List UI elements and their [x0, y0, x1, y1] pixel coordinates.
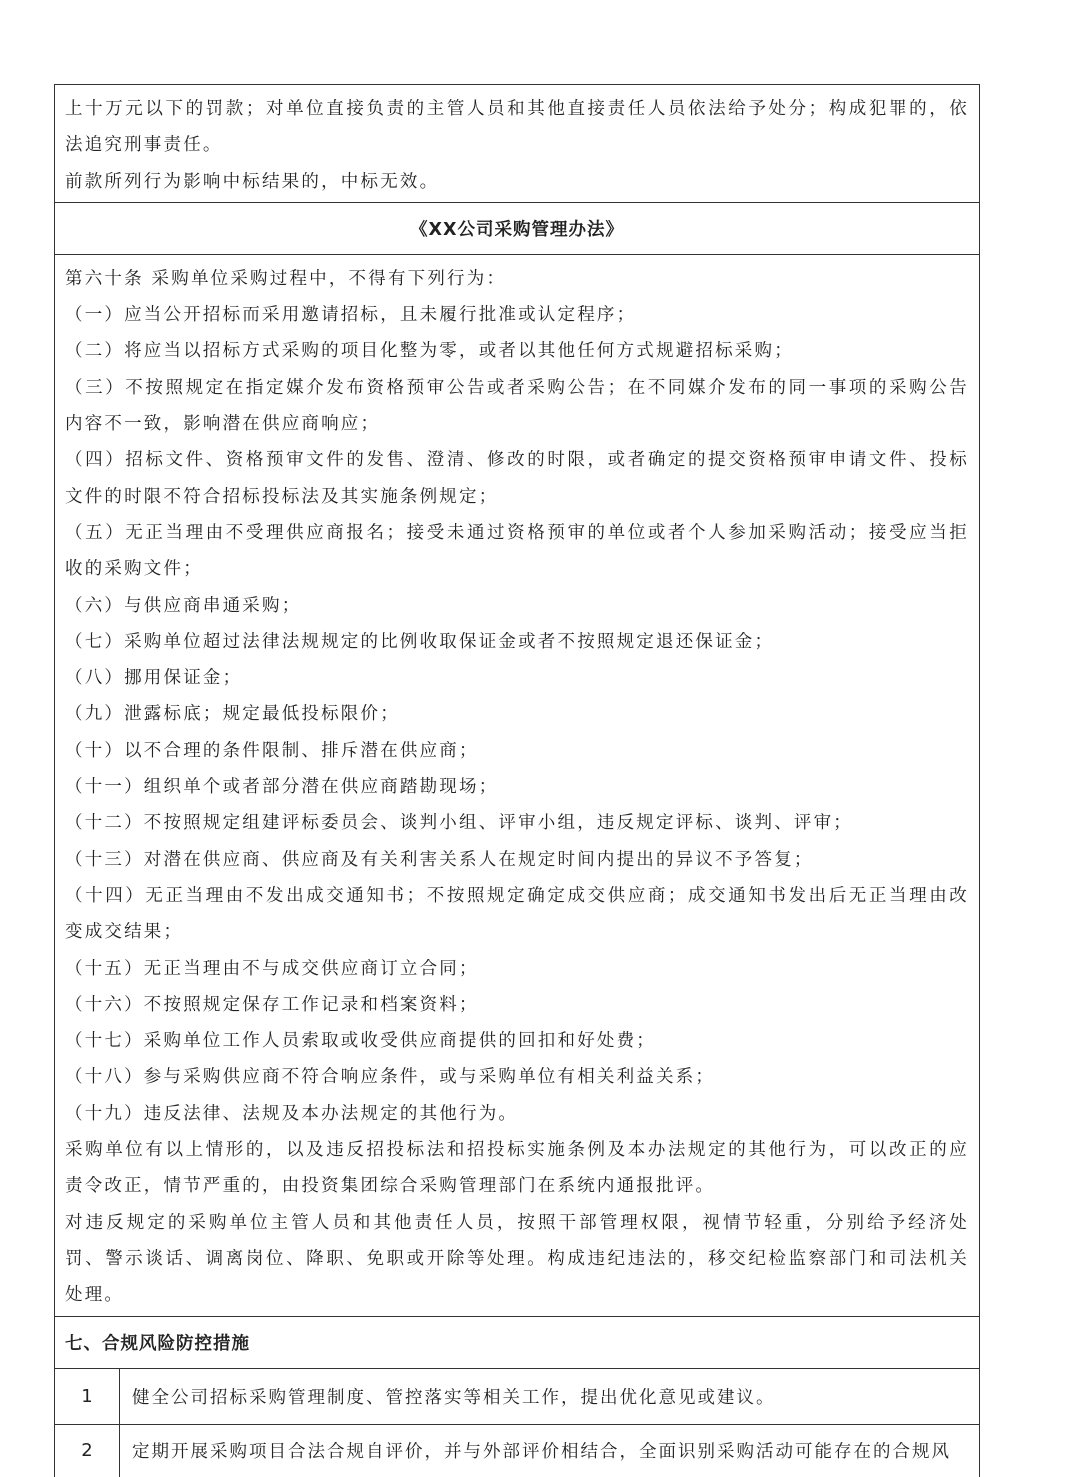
article-line: 第六十条 采购单位采购过程中，不得有下列行为：	[65, 268, 507, 289]
article-line: （十一）组织单个或者部分潜在供应商踏勘现场；	[65, 777, 499, 798]
measure-text: 定期开展采购项目合法合规自评价，并与外部评价相结合，全面识别采购活动可能存在的合规风	[132, 1442, 951, 1462]
article-line: （二）将应当以招标方式采购的项目化整为零，或者以其他任何方式规避招标采购；	[65, 341, 794, 362]
invalid-bid-paragraph: 前款所列行为影响中标结果的，中标无效。	[65, 171, 440, 192]
article-line: 采购单位有以上情形的，以及违反招投标法和招投标实施条例及本办法规定的其他行为，可以改正的应责令改正，情节严重的，由投资集团综合采购管理部门在系统内通报批评。	[65, 1140, 969, 1197]
measures-heading: 七、合规风险防控措施	[55, 1317, 979, 1369]
measure-number: 1	[55, 1369, 120, 1424]
regulation-title: 《XX公司采购管理办法》	[55, 203, 979, 255]
measure-number: 2	[55, 1425, 120, 1477]
article-line: （十八）参与采购供应商不符合响应条件，或与采购单位有相关利益关系；	[65, 1067, 716, 1088]
document-table	[54, 84, 980, 1477]
article-line: （九）泄露标底；规定最低投标限价；	[65, 704, 400, 725]
article-line: （七）采购单位超过法律法规规定的比例收取保证金或者不按照规定退还保证金；	[65, 631, 775, 652]
article-line: （一）应当公开招标而采用邀请招标，且未履行批准或认定程序；	[65, 305, 637, 326]
article-line: （十二）不按照规定组建评标委员会、谈判小组、评审小组，违反规定评标、谈判、评审；	[65, 813, 853, 834]
article-line: （十六）不按照规定保存工作记录和档案资料；	[65, 994, 479, 1015]
measure-row	[55, 1369, 979, 1425]
measure-text: 健全公司招标采购管理制度、管控落实等相关工作，提出优化意见或建议。	[132, 1387, 776, 1408]
article-line: （八）挪用保证金；	[65, 668, 243, 689]
article-line: （六）与供应商串通采购；	[65, 595, 302, 616]
measure-row	[55, 1425, 979, 1477]
article-line: （四）招标文件、资格预审文件的发售、澄清、修改的时限，或者确定的提交资格预审申请文件、投标文件的时限不符合招标投标法及其实施条例规定；	[65, 450, 969, 507]
article-line: （三）不按照规定在指定媒介发布资格预审公告或者采购公告；在不同媒介发布的同一事项的采购公告内容不一致，影响潜在供应商响应；	[65, 377, 969, 435]
article-line: （十九）违反法律、法规及本办法规定的其他行为。	[65, 1103, 519, 1124]
article-line: （十五）无正当理由不与成交供应商订立合同；	[65, 958, 479, 979]
article-line: 对违反规定的采购单位主管人员和其他责任人员，按照干部管理权限，视情节轻重，分别给予经济处罚、警示谈话、调离岗位、降职、免职或开除等处理。构成违纪违法的，移交纪检监察部门和司法机关处理。	[65, 1212, 969, 1306]
penalty-paragraph: 上十万元以下的罚款；对单位直接负责的主管人员和其他直接责任人员依法给予处分；构成犯罪的，依法追究刑事责任。	[65, 99, 969, 156]
article-section	[55, 255, 979, 1317]
article-line: （十三）对潜在供应商、供应商及有关利害关系人在规定时间内提出的异议不予答复；	[65, 849, 814, 870]
article-line: （十）以不合理的条件限制、排斥潜在供应商；	[65, 740, 479, 761]
article-line: （十七）采购单位工作人员索取或收受供应商提供的回扣和好处费；	[65, 1031, 656, 1052]
article-line: （十四）无正当理由不发出成交通知书；不按照规定确定成交供应商；成交通知书发出后无正当理由改变成交结果；	[65, 885, 969, 943]
article-line: （五）无正当理由不受理供应商报名；接受未通过资格预审的单位或者个人参加采购活动；接受应当拒收的采购文件；	[65, 522, 969, 580]
penalty-section	[55, 85, 979, 203]
